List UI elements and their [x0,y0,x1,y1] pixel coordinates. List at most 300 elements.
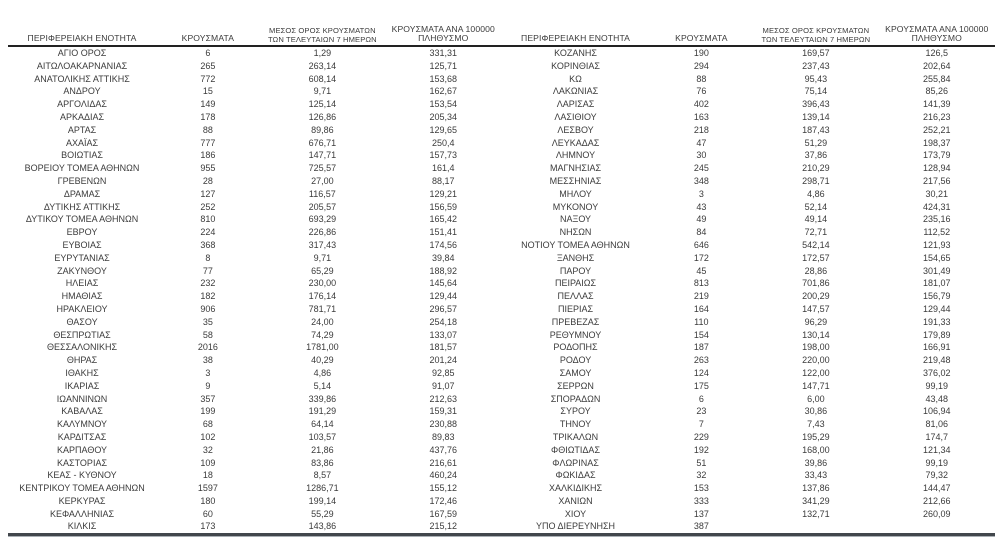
per100k-cell: 165,42 [429,214,457,225]
table-row [8,393,502,406]
region-cell: ΚΑΡΔΙΤΣΑΣ [57,431,107,442]
region-cell: ΠΕΛΛΑΣ [557,291,594,302]
region-cell: ΡΟΔΟΥ [559,355,592,366]
table-row [8,175,502,188]
cases-cell: 387 [693,521,709,532]
region-cell: ΧΑΛΚΙΔΙΚΗΣ [548,483,603,494]
header-avg7 [753,27,878,44]
avg7-cell: 542,14 [802,239,830,250]
per100k-cell: 188,92 [429,265,457,276]
avg7-cell: 199,14 [308,495,337,506]
region-cell: ΞΑΝΘΗΣ [556,252,595,263]
per100k-cell: 85,26 [925,86,948,97]
cases-cell: 813 [693,278,709,289]
region-cell: ΡΟΔΟΠΗΣ [553,342,598,353]
cases-cell: 173 [200,521,216,532]
avg7-cell: 24,00 [311,316,334,327]
per100k-cell: 145,64 [429,278,457,289]
cases-cell: 9 [205,380,211,391]
cases-cell: 3 [698,188,704,199]
cases-cell: 137 [693,508,709,519]
cases-cell: 84 [696,227,707,238]
cases-cell: 154 [693,329,709,340]
per100k-cell: 121,34 [922,444,951,455]
region-cell: ΧΑΝΙΩΝ [558,495,593,506]
header-avg7-line2: ΤΩΝ ΤΕΛΕΥΤΑΙΩΝ 7 ΗΜΕΡΩΝ [267,34,377,44]
region-cell: ΗΜΑΘΙΑΣ [61,291,103,302]
per100k-cell: 88,17 [431,175,455,186]
avg7-cell: 122,00 [802,367,830,378]
header-avg7-line2: ΤΩΝ ΤΕΛΕΥΤΑΙΩΝ 7 ΗΜΕΡΩΝ [761,34,871,44]
cases-cell: 187 [693,342,709,353]
per100k-cell: 235,16 [922,214,951,225]
per100k-cell: 166,91 [922,342,951,353]
avg7-cell: 21,86 [311,444,334,455]
avg7-cell: 608,14 [308,73,337,84]
per100k-cell: 156,59 [429,201,457,212]
avg7-cell: 176,14 [308,291,337,302]
region-cell: ΙΚΑΡΙΑΣ [64,380,100,391]
region-cell: ΖΑΚΥΝΘΟΥ [57,265,107,276]
per100k-cell: 99,19 [925,457,948,468]
avg7-cell: 237,43 [802,60,830,71]
region-cell: ΦΩΚΙΔΑΣ [555,470,596,481]
per100k-cell: 129,44 [922,303,951,314]
table-row [8,341,502,354]
cases-cell: 127 [200,188,216,199]
per100k-cell: 252,21 [922,124,951,135]
table-row [8,354,502,367]
cases-cell: 23 [696,406,707,417]
region-cell: ΣΠΟΡΑΔΩΝ [550,393,601,404]
avg7-cell: 33,43 [804,470,828,481]
table-row [502,85,996,98]
avg7-cell: 198,00 [802,342,830,353]
cases-cell: 357 [200,393,216,404]
table-row [8,162,502,175]
per100k-cell: 81,06 [925,419,948,430]
cases-cell: 232 [200,278,216,289]
region-cell: ΥΠΟ ΔΙΕΡΕΥΝΗΣΗ [535,521,616,532]
region-cell: ΧΙΟΥ [564,508,587,519]
cases-cell: 224 [200,227,216,238]
table-row [502,444,996,457]
cases-cell: 777 [200,137,216,148]
cases-cell: 172 [693,252,709,263]
per100k-cell: 255,84 [922,73,951,84]
per100k-cell: 437,76 [429,444,457,455]
table-row [8,239,502,252]
cases-cell: 18 [202,470,213,481]
table-row [502,111,996,124]
cases-cell: 192 [693,444,709,455]
table-row [8,226,502,239]
per100k-cell: 129,65 [429,124,457,135]
per100k-cell: 260,09 [922,508,951,519]
table-row [502,380,996,393]
region-cell: ΛΗΜΝΟΥ [555,150,596,161]
per100k-cell: 79,32 [925,470,948,481]
table-row [8,329,502,342]
per100k-cell: 106,94 [922,406,951,417]
table-row [8,367,502,380]
avg7-cell: 725,57 [308,163,337,174]
cases-cell: 348 [693,175,709,186]
table-row [502,508,996,521]
region-cell: ΚΙΛΚΙΣ [67,521,97,532]
region-cell: ΛΕΥΚΑΔΑΣ [551,137,600,148]
cases-cell: 60 [202,508,213,519]
avg7-cell: 339,86 [308,393,337,404]
table-row [502,265,996,278]
per100k-cell: 212,63 [429,393,457,404]
per100k-cell: 191,33 [922,316,951,327]
region-cell: ΓΡΕΒΕΝΩΝ [57,175,107,186]
region-cell: ΚΕΝΤΡΙΚΟΥ ΤΟΜΕΑ ΑΘΗΝΩΝ [19,483,145,494]
cases-cell: 28 [202,175,213,186]
avg7-cell: 172,57 [802,252,830,263]
table-row [8,380,502,393]
avg7-cell: 27,00 [311,175,334,186]
per100k-cell: 159,31 [429,406,457,417]
avg7-cell: 205,57 [308,201,337,212]
avg7-cell: 6,00 [807,393,825,404]
per100k-cell: 155,12 [429,483,457,494]
per100k-cell: 161,4 [431,163,455,174]
avg7-cell: 676,71 [308,137,337,148]
table-row [8,60,502,73]
region-cell: ΚΕΑΣ - ΚΥΘΝΟΥ [47,470,117,481]
avg7-cell: 37,86 [804,150,828,161]
table-row [8,316,502,329]
avg7-cell: 30,86 [804,406,828,417]
per100k-cell: 212,66 [922,495,951,506]
table-row [8,508,502,521]
region-cell: ΑΙΤΩΛΟΑΚΑΡΝΑΝΙΑΣ [36,60,128,71]
table-row [8,482,502,495]
cases-cell: 153 [693,483,709,494]
region-cell: ΤΡΙΚΑΛΩΝ [552,431,599,442]
region-cell: ΚΑΡΠΑΘΟΥ [57,444,108,455]
avg7-cell: 147,71 [802,380,830,391]
cases-cell: 186 [200,150,216,161]
avg7-cell: 191,29 [308,406,337,417]
region-cell: ΣΕΡΡΩΝ [557,380,594,391]
avg7-cell: 72,71 [804,227,828,238]
table-row [8,444,502,457]
region-cell: ΦΘΙΩΤΙΔΑΣ [551,444,601,455]
table-row [8,149,502,162]
avg7-cell: 169,57 [802,48,830,58]
header-cases [650,34,754,44]
cases-cell: 1597 [197,483,218,494]
header-cases-label: ΚΡΟΥΣΜΑΤΑ [675,33,728,44]
table-row [502,316,996,329]
avg7-cell: 781,71 [308,303,337,314]
per100k-cell: 174,56 [429,239,457,250]
avg7-cell: 9,71 [313,86,332,97]
table-row [8,431,502,444]
table-row [502,457,996,470]
cases-cell: 38 [202,355,213,366]
region-cell: ΜΥΚΟΝΟΥ [552,201,599,212]
region-cell: ΠΕΙΡΑΙΩΣ [554,278,597,289]
per100k-cell: 172,46 [429,495,457,506]
avg7-cell: 52,14 [804,201,828,212]
header-region [502,34,650,44]
avg7-cell: 74,29 [311,329,334,340]
table-row [502,405,996,418]
avg7-cell: 103,57 [308,431,337,442]
per100k-cell: 162,67 [429,86,457,97]
cases-cell: 110 [694,316,709,327]
per100k-cell: 216,23 [922,111,951,122]
header-region-label: ΠΕΡΙΦΕΡΕΙΑΚΗ ΕΝΟΤΗΤΑ [27,33,137,44]
table-row [502,303,996,316]
region-cell: ΑΓΙΟ ΟΡΟΣ [57,48,107,58]
per100k-cell: 201,24 [429,355,457,366]
region-cell: ΑΡΚΑΔΙΑΣ [59,111,105,122]
table-row [502,162,996,175]
table-row [502,60,996,73]
per100k-cell: 424,31 [922,201,951,212]
region-cell: ΕΥΒΟΙΑΣ [62,239,102,250]
cases-cell: 49 [696,214,707,225]
table-row [502,354,996,367]
avg7-cell: 132,71 [802,508,830,519]
per100k-cell: 126,5 [925,48,948,58]
per100k-cell: 39,84 [431,252,455,263]
header-per100k-line1: ΚΡΟΥΣΜΑΤΑ ΑΝΑ 100000 [391,23,495,34]
header-per100k-line2: ΠΛΗΘΥΣΜΟ [418,33,469,44]
region-cell: ΒΟΡΕΙΟΥ ΤΟΜΕΑ ΑΘΗΝΩΝ [24,163,140,174]
cases-cell: 76 [696,86,707,97]
cases-cell: 164 [693,303,709,314]
header-avg7 [260,27,385,44]
region-cell: ΔΥΤΙΚΟΥ ΤΟΜΕΑ ΑΘΗΝΩΝ [25,214,139,225]
per100k-cell: 43,48 [925,393,948,404]
avg7-cell: 200,29 [802,291,830,302]
avg7-cell: 4,86 [807,188,825,199]
cases-cell: 7 [698,419,704,430]
table-row [502,290,996,303]
per100k-cell: 173,79 [922,150,951,161]
per100k-cell: 92,85 [431,367,455,378]
table-row [502,188,996,201]
avg7-cell: 195,29 [802,431,830,442]
per100k-cell: 129,21 [429,188,457,199]
header-region [8,34,156,44]
per100k-cell: 219,48 [922,355,951,366]
table-row [502,213,996,226]
per100k-cell: 121,93 [922,239,951,250]
avg7-cell: 96,29 [804,316,828,327]
table-row [8,188,502,201]
avg7-cell: 1781,00 [306,342,339,353]
table-row [8,303,502,316]
per100k-cell: 202,64 [922,60,951,71]
per100k-cell: 167,59 [429,508,457,519]
avg7-cell: 210,29 [802,163,830,174]
region-cell: ΝΗΣΩΝ [559,227,592,238]
table-row [502,201,996,214]
avg7-cell: 1,29 [313,48,332,58]
table-row [8,98,502,111]
cases-cell: 149 [200,99,216,110]
table-row [502,482,996,495]
region-cell: ΛΑΚΩΝΙΑΣ [552,86,599,97]
per100k-cell: 125,71 [429,60,457,71]
cases-cell: 265 [200,60,216,71]
table-row [502,124,996,137]
table-row [502,149,996,162]
table-row [502,431,996,444]
header-region-label: ΠΕΡΙΦΕΡΕΙΑΚΗ ΕΝΟΤΗΤΑ [521,33,631,44]
per100k-cell: 460,24 [429,470,457,481]
cases-cell: 229 [693,431,709,442]
table-row [502,418,996,431]
region-cell: ΚΟΡΙΝΘΙΑΣ [551,60,600,71]
table-row [502,239,996,252]
region-cell: ΘΕΣΠΡΩΤΙΑΣ [53,329,111,340]
per100k-cell: 99,19 [925,380,948,391]
table-row [8,405,502,418]
avg7-cell: 95,43 [804,73,828,84]
per100k-cell: 301,49 [922,265,951,276]
table-row [8,85,502,98]
table-row [502,469,996,482]
region-cell: ΝΟΤΙΟΥ ΤΟΜΕΑ ΑΘΗΝΩΝ [521,239,630,250]
table-row [8,290,502,303]
cases-cell: 124 [693,367,709,378]
per100k-cell: 157,73 [429,150,457,161]
region-cell: ΑΝΔΡΟΥ [63,86,101,97]
per100k-cell: 112,52 [923,227,951,238]
avg7-cell: 143,86 [308,521,337,532]
left-table-header-row [8,14,502,47]
avg7-cell: 9,71 [313,252,332,263]
right-table-body [502,47,996,533]
avg7-cell: 147,57 [802,303,830,314]
avg7-cell: 89,86 [311,124,334,135]
per100k-cell: 331,31 [429,48,457,58]
per100k-cell: 217,56 [922,175,951,186]
avg7-cell: 40,29 [311,355,334,366]
left-table-body [8,47,502,533]
cases-cell: 646 [693,239,709,250]
per100k-cell: 181,57 [429,342,457,353]
per100k-cell: 181,07 [922,278,951,289]
cases-cell: 51 [696,457,707,468]
avg7-cell: 125,14 [308,99,337,110]
cases-cell: 906 [200,303,216,314]
region-cell: ΛΑΣΙΘΙΟΥ [554,111,597,122]
cases-cell: 402 [693,99,709,110]
region-cell: ΑΝΑΤΟΛΙΚΗΣ ΑΤΤΙΚΗΣ [34,73,130,84]
region-cell: ΚΑΒΑΛΑΣ [61,406,103,417]
region-cell: ΜΗΛΟΥ [559,188,592,199]
cases-cell: 15 [202,86,213,97]
table-row [8,265,502,278]
cases-cell: 163 [693,111,709,122]
avg7-cell: 187,43 [802,124,830,135]
region-cell: ΑΡΓΟΛΙΔΑΣ [57,99,107,110]
table-row [8,124,502,137]
region-cell: ΕΒΡΟΥ [66,227,98,238]
cases-tables-container [8,14,995,533]
cases-cell: 180 [200,495,216,506]
cases-cell: 263 [693,355,709,366]
table-row [502,520,996,533]
avg7-cell: 116,57 [308,188,336,199]
per100k-cell: 205,34 [429,111,457,122]
table-row [502,98,996,111]
cases-cell: 2016 [197,342,218,353]
cases-cell: 3 [205,367,211,378]
region-cell: ΝΑΞΟΥ [559,214,592,225]
avg7-cell: 55,29 [311,508,334,519]
avg7-cell: 8,57 [313,470,332,481]
per100k-cell: 174,7 [925,431,948,442]
cases-cell: 77 [202,265,213,276]
avg7-cell: 137,86 [802,483,830,494]
cases-cell: 30 [696,150,707,161]
region-cell: ΠΙΕΡΙΑΣ [557,303,594,314]
left-cases-table [8,14,502,533]
per100k-cell: 250,4 [431,137,455,148]
avg7-cell: 226,86 [308,227,337,238]
region-cell: ΔΥΤΙΚΗΣ ΑΤΤΙΚΗΣ [43,201,121,212]
table-row [502,226,996,239]
table-row [8,73,502,86]
table-row [502,495,996,508]
region-cell: ΚΕΦΑΛΛΗΝΙΑΣ [50,508,115,519]
cases-cell: 58 [202,329,213,340]
region-cell: ΒΟΙΩΤΙΑΣ [61,150,103,161]
cases-cell: 175 [693,380,709,391]
region-cell: ΛΕΣΒΟΥ [557,124,594,135]
avg7-cell: 39,86 [804,457,828,468]
per100k-cell: 215,12 [429,521,457,532]
cases-cell: 102 [200,431,216,442]
cases-cell: 88 [202,124,213,135]
table-row [8,457,502,470]
avg7-cell: 701,86 [802,278,830,289]
header-per100k [385,25,501,44]
avg7-cell: 65,29 [311,265,334,276]
table-row [8,520,502,533]
table-row [502,252,996,265]
cases-cell: 810 [200,214,216,225]
table-row [502,47,996,60]
table-row [8,111,502,124]
table-row [8,137,502,150]
avg7-cell: 263,14 [308,60,337,71]
table-row [8,418,502,431]
region-cell: ΚΑΛΥΜΝΟΥ [56,419,108,430]
per100k-cell: 89,83 [431,431,455,442]
per100k-cell: 153,54 [429,99,457,110]
avg7-cell: 5,14 [313,380,332,391]
avg7-cell: 693,29 [308,214,337,225]
avg7-cell: 126,86 [308,111,337,122]
table-row [502,393,996,406]
avg7-cell: 49,14 [804,214,828,225]
avg7-cell: 147,71 [308,150,337,161]
cases-cell: 294 [693,60,709,71]
avg7-cell: 7,43 [807,419,825,430]
avg7-cell: 1286,71 [306,483,339,494]
